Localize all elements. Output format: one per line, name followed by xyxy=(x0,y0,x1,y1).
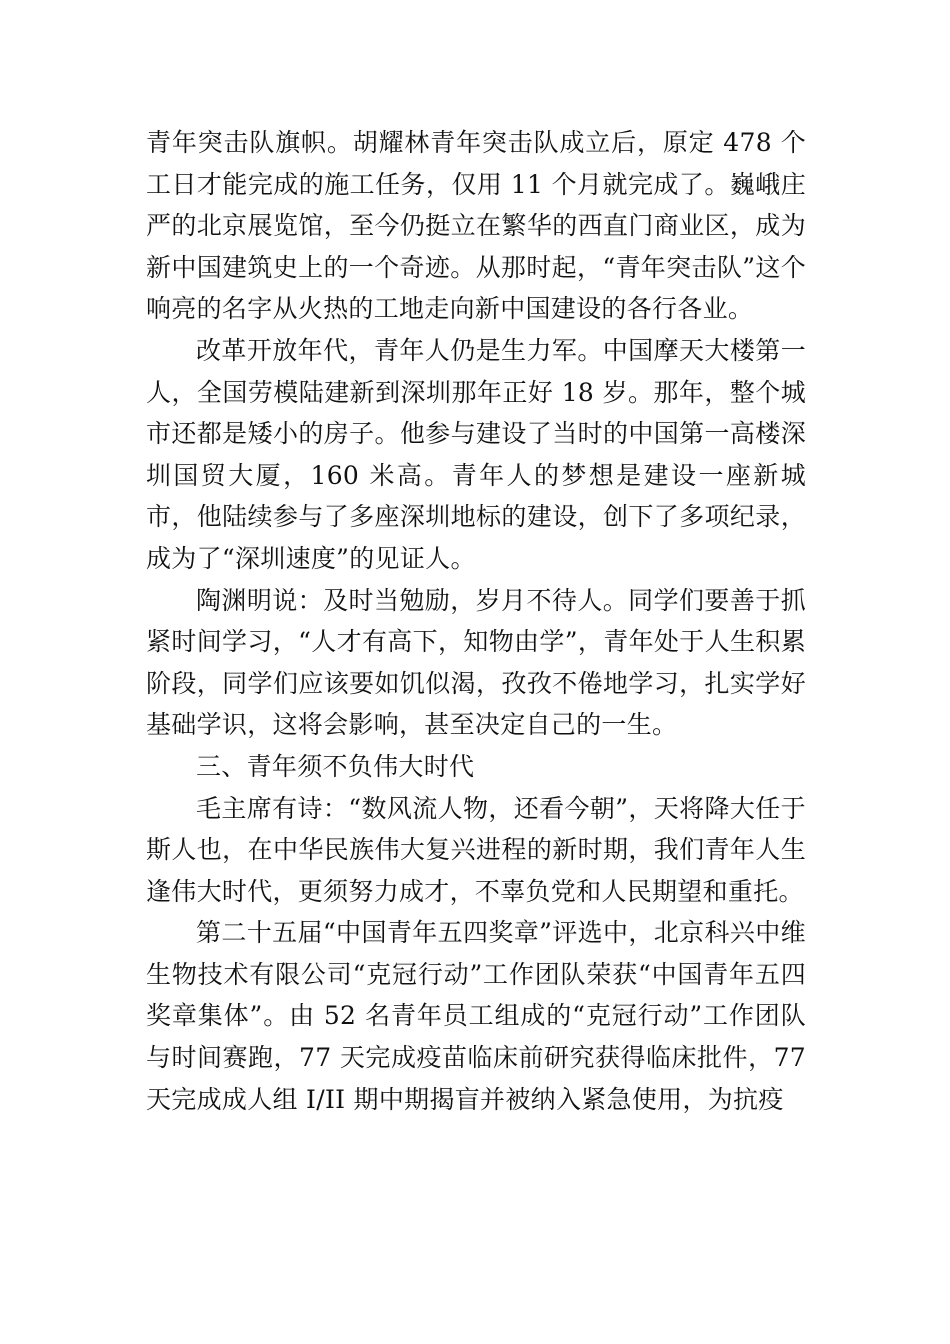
paragraph-continuation: 青年突击队旗帜。胡耀林青年突击队成立后，原定 478 个工日才能完成的施工任务，仅用 11 个月就完成了。巍峨庄严的北京展览馆，至今仍挺立在繁华的西直门商业区，成为新中国建筑史上的一个奇迹。从那时起，“青年突击队”这个响亮的名字从火热的工地走向新中国建设的各行各业。 xyxy=(146,128,806,324)
paragraph-reform-era: 改革开放年代，青年人仍是生力军。中国摩天大楼第一人，全国劳模陆建新到深圳那年正好 18 岁。那年，整个城市还都是矮小的房子。他参与建设了当时的中国第一高楼深圳国贸大厦，160 米高。青年人的梦想是建设一座新城市，他陆续参与了多座深圳地标的建设，创下了多项纪录，成为了“深圳速度”的见证人。 xyxy=(146,335,806,573)
paragraph-chairman-mao: 毛主席有诗：“数风流人物，还看今朝”，天将降大任于斯人也，在中华民族伟大复兴进程的新时期，我们青年人生逢伟大时代，更须努力成才，不辜负党和人民期望和重托。 xyxy=(146,793,806,906)
document-body xyxy=(146,122,806,1120)
paragraph-tao-yuanming: 陶渊明说：及时当勉励，岁月不待人。同学们要善于抓紧时间学习，“人才有高下，知物由学”，青年处于人生积累阶段，同学们应该要如饥似渴，孜孜不倦地学习，扎实学好基础学识，这将会影响，甚至决定自己的一生。 xyxy=(146,585,806,740)
paragraph-may-fourth-medal: 第二十五届“中国青年五四奖章”评选中，北京科兴中维生物技术有限公司“克冠行动”工作团队荣获“中国青年五四奖章集体”。由 52 名青年员工组成的“克冠行动”工作团队与时间赛跑，77 天完成疫苗临床前研究获得临床批件，77 天完成成人组 I/II 期中期揭盲并被纳入紧急使用，为抗疫 xyxy=(146,918,806,1114)
section-heading-three: 三、青年须不负伟大时代 xyxy=(196,751,475,781)
